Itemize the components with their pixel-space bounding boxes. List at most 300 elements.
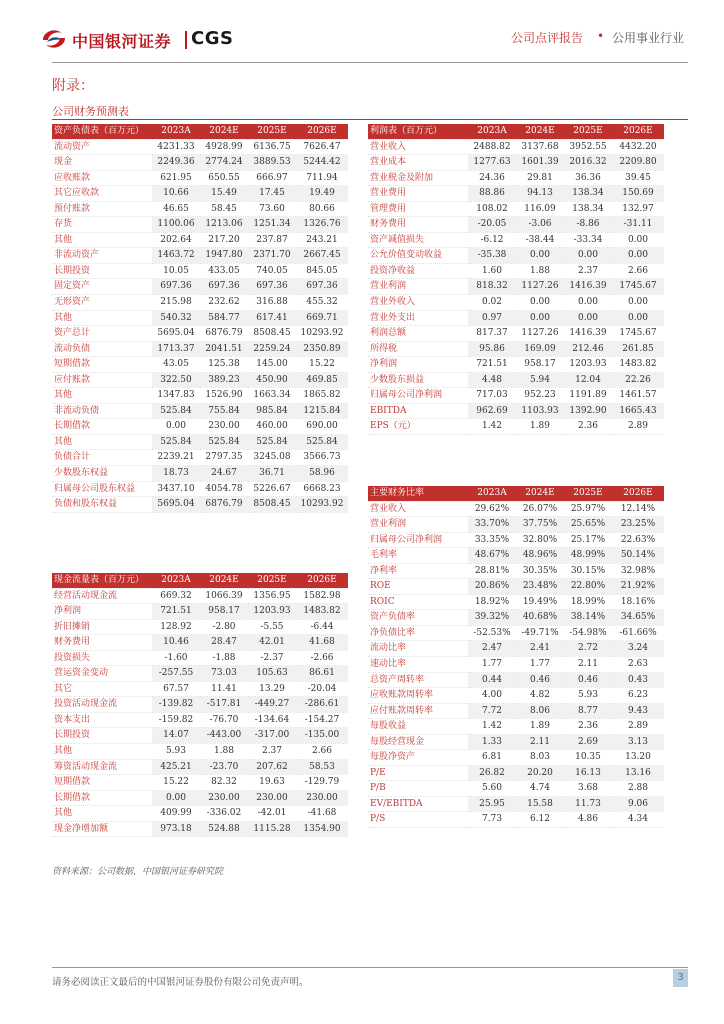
row-label: 利润表（百万元） [368, 124, 468, 139]
cell-value: 1326.76 [296, 217, 348, 233]
cell-value: 0.00 [564, 310, 612, 326]
row-label: P/S [368, 812, 468, 828]
row-label: 其它应收款 [52, 186, 152, 202]
row-label: 营业收入 [368, 139, 468, 155]
cell-value: -517.81 [200, 697, 248, 713]
cell-value: 2371.70 [248, 248, 296, 264]
cell-value: 29.81 [516, 170, 564, 186]
cell-value: 33.70% [468, 517, 516, 533]
cell-value: 958.17 [516, 357, 564, 373]
row-label: 营业利润 [368, 517, 468, 533]
cell-value: 10293.92 [296, 326, 348, 342]
row-label: 资产减值损失 [368, 232, 468, 248]
row-label: 营业税金及附加 [368, 170, 468, 186]
logo-english-name: CGS [191, 28, 234, 49]
cell-value: 1191.89 [564, 388, 612, 404]
cell-value: 0.00 [152, 419, 200, 435]
row-label: 长期投资 [52, 728, 152, 744]
cell-value: 230.00 [200, 790, 248, 806]
row-label: 存货 [52, 217, 152, 233]
cell-value: 525.84 [296, 434, 348, 450]
table-header-row [52, 124, 348, 139]
row-label: 营业收入 [368, 501, 468, 517]
cell-value: 30.35% [516, 563, 564, 579]
cell-value: 16.13 [564, 765, 612, 781]
row-label: 营业费用 [368, 186, 468, 202]
cell-value: 1251.34 [248, 217, 296, 233]
page-header [0, 0, 724, 60]
cell-value: 1.89 [516, 719, 564, 735]
cell-value: 34.65% [612, 610, 664, 626]
cell-value: 1865.82 [296, 388, 348, 404]
table-row [368, 388, 664, 404]
cell-value: 697.36 [248, 279, 296, 295]
cell-value: 2.41 [516, 641, 564, 657]
cell-value: 18.73 [152, 466, 200, 482]
cell-value: 962.69 [468, 403, 516, 419]
cell-value: 1.42 [468, 719, 516, 735]
cell-value: 2025E [248, 124, 296, 139]
cell-value: 2025E [564, 124, 612, 139]
cell-value: 1947.80 [200, 248, 248, 264]
table-row [52, 341, 348, 357]
cell-value: -154.27 [296, 712, 348, 728]
row-label: 其他 [52, 310, 152, 326]
cell-value: 1601.39 [516, 155, 564, 171]
table-row [368, 217, 664, 233]
cell-value: 19.49 [296, 186, 348, 202]
cell-value: 43.05 [152, 357, 200, 373]
cell-value: 0.46 [516, 672, 564, 688]
footer-divider [52, 967, 688, 968]
cell-value: 2.88 [612, 781, 664, 797]
cell-value: 0.44 [468, 672, 516, 688]
table-row [368, 155, 664, 171]
cell-value: -8.86 [564, 217, 612, 233]
cash-flow-table [52, 573, 348, 837]
row-label: 净负债比率 [368, 625, 468, 641]
cell-value: -41.68 [296, 806, 348, 822]
row-label: 营业外支出 [368, 310, 468, 326]
cell-value: 697.36 [296, 279, 348, 295]
table-row [368, 750, 664, 766]
table-row [52, 279, 348, 295]
cell-value: 243.21 [296, 232, 348, 248]
row-label: 现金流量表（百万元） [52, 573, 152, 588]
cell-value: 740.05 [248, 263, 296, 279]
cell-value: -42.01 [248, 806, 296, 822]
cell-value: 4.74 [516, 781, 564, 797]
table-row [52, 790, 348, 806]
row-label: P/B [368, 781, 468, 797]
cell-value: 80.66 [296, 201, 348, 217]
cell-value: 28.81% [468, 563, 516, 579]
cell-value: -35.38 [468, 248, 516, 264]
cell-value: 525.84 [248, 434, 296, 450]
row-label: 公允价值变动收益 [368, 248, 468, 264]
table-row [52, 588, 348, 604]
cell-value: -31.11 [612, 217, 664, 233]
cell-value: 3437.10 [152, 481, 200, 497]
row-label: 少数股东权益 [52, 466, 152, 482]
row-label: EBITDA [368, 403, 468, 419]
cell-value: 2488.82 [468, 139, 516, 155]
cell-value: -2.80 [200, 619, 248, 635]
cell-value: 2.69 [564, 734, 612, 750]
footer-disclaimer: 请务必阅读正文最后的中国银河证券股份有限公司免责声明。 [52, 977, 309, 988]
table-row [52, 712, 348, 728]
table-row [52, 372, 348, 388]
row-label: 所得税 [368, 341, 468, 357]
cell-value: -449.27 [248, 697, 296, 713]
cell-value: 2023A [152, 124, 200, 139]
cell-value: 18.16% [612, 594, 664, 610]
cell-value: -49.71% [516, 625, 564, 641]
table-row [52, 635, 348, 651]
cell-value: 469.85 [296, 372, 348, 388]
cell-value: -6.44 [296, 619, 348, 635]
cell-value: 525.84 [152, 434, 200, 450]
cell-value: 13.16 [612, 765, 664, 781]
cell-value: 0.00 [152, 790, 200, 806]
cell-value: 125.38 [200, 357, 248, 373]
table-row [52, 419, 348, 435]
cell-value: 25.97% [564, 501, 612, 517]
cell-value: 202.64 [152, 232, 200, 248]
cell-value: 450.90 [248, 372, 296, 388]
cell-value: 2249.36 [152, 155, 200, 171]
table-row [52, 744, 348, 760]
data-source-note: 资料来源：公司数据，中国银河证券研究院 [52, 867, 224, 877]
cell-value: 0.00 [612, 295, 664, 311]
cell-value: 5695.04 [152, 326, 200, 342]
cell-value: 10.46 [152, 635, 200, 651]
table-row [52, 155, 348, 171]
cell-value: 5.60 [468, 781, 516, 797]
cell-value: 10.35 [564, 750, 612, 766]
cell-value: 1277.63 [468, 155, 516, 171]
cell-value: 1745.67 [612, 279, 664, 295]
cell-value: 3.13 [612, 734, 664, 750]
table-row [52, 186, 348, 202]
cell-value: 3137.68 [516, 139, 564, 155]
table-row [52, 666, 348, 682]
cell-value: 2259.24 [248, 341, 296, 357]
cell-value: 460.00 [248, 419, 296, 435]
cell-value: 1066.39 [200, 588, 248, 604]
cell-value: 0.00 [612, 310, 664, 326]
cell-value: 19.63 [248, 775, 296, 791]
row-label: 资本支出 [52, 712, 152, 728]
cell-value: 3.24 [612, 641, 664, 657]
header-divider [52, 62, 688, 63]
cell-value: 108.02 [468, 201, 516, 217]
row-label: 其他 [52, 388, 152, 404]
cell-value: 845.05 [296, 263, 348, 279]
cell-value: 2023A [152, 573, 200, 588]
cell-value: -134.64 [248, 712, 296, 728]
cell-value: 23.25% [612, 517, 664, 533]
cell-value: -76.70 [200, 712, 248, 728]
cell-value: 669.71 [296, 310, 348, 326]
table-row [368, 672, 664, 688]
cell-value: -443.00 [200, 728, 248, 744]
cell-value: 2024E [516, 486, 564, 501]
cell-value: 6668.23 [296, 481, 348, 497]
cell-value: 2041.51 [200, 341, 248, 357]
report-type: 公司点评报告 [511, 31, 584, 45]
cell-value: -317.00 [248, 728, 296, 744]
table-row [52, 775, 348, 791]
cell-value: 524.88 [200, 821, 248, 837]
table-row [368, 594, 664, 610]
cell-value: 20.86% [468, 579, 516, 595]
cell-value: 5.93 [152, 744, 200, 760]
cell-value: 48.99% [564, 548, 612, 564]
table-row [52, 403, 348, 419]
cell-value: 237.87 [248, 232, 296, 248]
cell-value: 2667.45 [296, 248, 348, 264]
table-row [52, 450, 348, 466]
cell-value: -257.55 [152, 666, 200, 682]
cell-value: 46.65 [152, 201, 200, 217]
cell-value: 1.89 [516, 419, 564, 435]
row-label: 应付账款 [52, 372, 152, 388]
table-row [368, 703, 664, 719]
cell-value: 1416.39 [564, 279, 612, 295]
cell-value: 73.03 [200, 666, 248, 682]
row-label: 流动负债 [52, 341, 152, 357]
table-header-row [368, 124, 664, 139]
row-label: 短期借款 [52, 357, 152, 373]
cell-value: 8.77 [564, 703, 612, 719]
cell-value: 2.47 [468, 641, 516, 657]
cell-value: 215.98 [152, 295, 200, 311]
table-row [52, 728, 348, 744]
cell-value: 73.60 [248, 201, 296, 217]
cell-value: 6136.75 [248, 139, 296, 155]
table-row [368, 186, 664, 202]
cell-value: 2026E [296, 124, 348, 139]
cell-value: 5695.04 [152, 497, 200, 513]
row-label: 长期借款 [52, 790, 152, 806]
cell-value: -2.66 [296, 650, 348, 666]
row-label: 营业利润 [368, 279, 468, 295]
table-row [368, 548, 664, 564]
cell-value: 26.07% [516, 501, 564, 517]
cell-value: 4.00 [468, 688, 516, 704]
table-header-row [52, 573, 348, 588]
row-label: 每股净资产 [368, 750, 468, 766]
row-label: 流动资产 [52, 139, 152, 155]
row-label: 每股收益 [368, 719, 468, 735]
cell-value: 2026E [612, 124, 664, 139]
table-row [368, 170, 664, 186]
row-label: ROIC [368, 594, 468, 610]
cell-value: 4231.33 [152, 139, 200, 155]
cell-value: 14.07 [152, 728, 200, 744]
cell-value: 6.12 [516, 812, 564, 828]
table-row [368, 625, 664, 641]
cell-value: 4928.99 [200, 139, 248, 155]
table-row [368, 579, 664, 595]
cell-value: 5.94 [516, 372, 564, 388]
section-divider [52, 119, 688, 120]
cell-value: 1100.06 [152, 217, 200, 233]
cell-value: 2350.89 [296, 341, 348, 357]
cell-value: -61.66% [612, 625, 664, 641]
row-label: 财务费用 [52, 635, 152, 651]
cell-value: 169.09 [516, 341, 564, 357]
row-label: EPS（元） [368, 419, 468, 435]
cell-value: 10.66 [152, 186, 200, 202]
cell-value: 32.98% [612, 563, 664, 579]
cell-value: 212.46 [564, 341, 612, 357]
row-label: 资产负债表（百万元） [52, 124, 152, 139]
table-row [52, 681, 348, 697]
cell-value: 40.68% [516, 610, 564, 626]
table-row [52, 806, 348, 822]
cell-value: 6.23 [612, 688, 664, 704]
row-label: 现金净增加额 [52, 821, 152, 837]
cell-value: 105.63 [248, 666, 296, 682]
row-label: 其他 [52, 232, 152, 248]
cell-value: 22.26 [612, 372, 664, 388]
row-label: 长期投资 [52, 263, 152, 279]
table-row [52, 481, 348, 497]
cell-value: 7.73 [468, 812, 516, 828]
cell-value: 58.53 [296, 759, 348, 775]
table-row [368, 796, 664, 812]
cell-value: 67.57 [152, 681, 200, 697]
row-label: 主要财务比率 [368, 486, 468, 501]
logo-divider [185, 31, 187, 49]
table-row [368, 326, 664, 342]
cell-value: 2.36 [564, 719, 612, 735]
cell-value: 230.00 [248, 790, 296, 806]
table-row [368, 357, 664, 373]
table-row [368, 563, 664, 579]
cell-value: 15.49 [200, 186, 248, 202]
cell-value: -286.61 [296, 697, 348, 713]
cell-value: 1347.83 [152, 388, 200, 404]
cell-value: 15.58 [516, 796, 564, 812]
cell-value: 128.92 [152, 619, 200, 635]
cell-value: 0.00 [516, 248, 564, 264]
cell-value: 13.29 [248, 681, 296, 697]
cell-value: 12.14% [612, 501, 664, 517]
row-label: 净利率 [368, 563, 468, 579]
table-row [368, 719, 664, 735]
cell-value: 0.97 [468, 310, 516, 326]
cell-value: 38.14% [564, 610, 612, 626]
cell-value: 1.60 [468, 263, 516, 279]
row-label: 现金 [52, 155, 152, 171]
cell-value: 4.86 [564, 812, 612, 828]
cell-value: 42.01 [248, 635, 296, 651]
table-row [368, 734, 664, 750]
cell-value: 2.66 [296, 744, 348, 760]
cell-value: 425.21 [152, 759, 200, 775]
cell-value: 23.48% [516, 579, 564, 595]
cell-value: -33.34 [564, 232, 612, 248]
table-row [52, 497, 348, 513]
cell-value: 0.00 [612, 232, 664, 248]
cell-value: 1665.43 [612, 403, 664, 419]
cell-value: 1713.37 [152, 341, 200, 357]
cell-value: 316.88 [248, 295, 296, 311]
cell-value: 12.04 [564, 372, 612, 388]
cell-value: 721.51 [152, 604, 200, 620]
cell-value: 18.92% [468, 594, 516, 610]
header-separator: • [597, 29, 605, 43]
cell-value: 86.61 [296, 666, 348, 682]
cell-value: 0.00 [516, 310, 564, 326]
table-row [368, 341, 664, 357]
row-label: 资产总计 [52, 326, 152, 342]
cell-value: 8508.45 [248, 497, 296, 513]
cell-value: 82.32 [200, 775, 248, 791]
row-label: 应付账款周转率 [368, 703, 468, 719]
row-label: 资产负债率 [368, 610, 468, 626]
table-row [52, 263, 348, 279]
row-label: 流动比率 [368, 641, 468, 657]
cell-value: 2.66 [612, 263, 664, 279]
cell-value: 2.36 [564, 419, 612, 435]
table-row [368, 765, 664, 781]
cell-value: 29.62% [468, 501, 516, 517]
cell-value: 2.72 [564, 641, 612, 657]
row-label: 财务费用 [368, 217, 468, 233]
row-label: 管理费用 [368, 201, 468, 217]
row-label: 投资损失 [52, 650, 152, 666]
table-row [368, 688, 664, 704]
cell-value: 1203.93 [564, 357, 612, 373]
table-row [52, 232, 348, 248]
table-row [52, 650, 348, 666]
table-row [52, 310, 348, 326]
row-label: 其他 [52, 806, 152, 822]
table-row [368, 139, 664, 155]
row-label: 经营活动现金流 [52, 588, 152, 604]
row-label: 总资产周转率 [368, 672, 468, 688]
cell-value: 32.80% [516, 532, 564, 548]
cell-value: 30.15% [564, 563, 612, 579]
cell-value: -6.12 [468, 232, 516, 248]
table-row [52, 201, 348, 217]
row-label: 筹资活动现金流 [52, 759, 152, 775]
cell-value: 1663.34 [248, 388, 296, 404]
cell-value: 37.75% [516, 517, 564, 533]
cell-value: 1.88 [200, 744, 248, 760]
financial-ratios-table [368, 486, 664, 828]
cell-value: 26.82 [468, 765, 516, 781]
cell-value: 1392.90 [564, 403, 612, 419]
cell-value: 1356.95 [248, 588, 296, 604]
row-label: 毛利率 [368, 548, 468, 564]
row-label: 投资活动现金流 [52, 697, 152, 713]
logo-chinese-name: 中国银河证券 [72, 32, 172, 51]
cell-value: -2.37 [248, 650, 296, 666]
cell-value: 1215.84 [296, 403, 348, 419]
cell-value: 721.51 [468, 357, 516, 373]
cell-value: 95.86 [468, 341, 516, 357]
cell-value: 7626.47 [296, 139, 348, 155]
table-row [52, 357, 348, 373]
row-label: 速动比率 [368, 657, 468, 673]
table-row [368, 501, 664, 517]
table-row [368, 419, 664, 435]
